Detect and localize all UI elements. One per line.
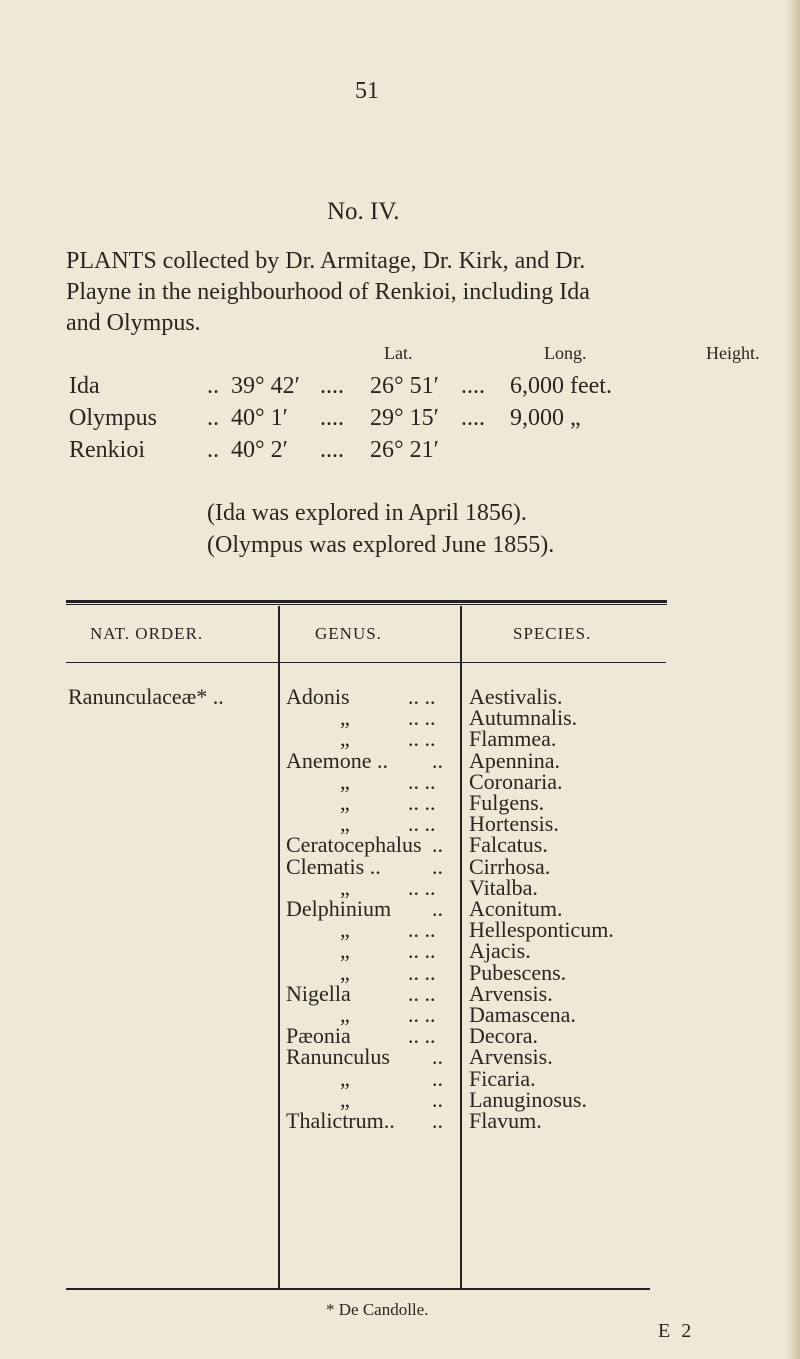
genus-name: Thalictrum.. [286, 1108, 395, 1133]
height: 6,000 feet. [510, 373, 612, 399]
leader-dots: .. .. [408, 726, 436, 751]
species-name: Aconitum. [469, 896, 563, 921]
species-name: Hellesponticum. [469, 917, 614, 942]
page-edge-shading [786, 0, 800, 1359]
intro-line-2: Playne in the neighbourhood of Renkioi, including Ida [66, 279, 590, 305]
genus-ditto: „ [340, 790, 350, 815]
leader-dots: .. .. [408, 938, 436, 963]
leader-dots: .. .. [408, 1002, 436, 1027]
genus-name: Delphinium [286, 896, 392, 921]
leader-dots: .. .. [408, 981, 436, 1006]
column-divider-genus [278, 606, 280, 1290]
intro-line-1: PLANTS collected by Dr. Armitage, Dr. Kirk, and Dr. [66, 248, 586, 274]
table-top-rule [66, 600, 667, 603]
genus-ditto: „ [340, 875, 350, 900]
leader-dots: .. [432, 1087, 443, 1112]
column-divider-species [460, 606, 462, 1290]
long-header: Long. [544, 343, 587, 363]
genus-name: Anemone .. [286, 748, 389, 773]
location-name: Ida [69, 373, 100, 399]
leader-dots: .. [207, 405, 219, 431]
leader-dots: .. .. [408, 875, 436, 900]
genus-name: Nigella [286, 981, 351, 1006]
leader-dots: .. .. [408, 1023, 436, 1048]
species-name: Vitalba. [469, 875, 538, 900]
longitude: 29° 15′ [370, 405, 439, 431]
leader-dots: .. [432, 832, 443, 857]
genus-name: Ranunculus [286, 1044, 390, 1069]
intro-line-3: and Olympus. [66, 310, 201, 336]
species-name: Coronaria. [469, 769, 563, 794]
species-name: Autumnalis. [469, 705, 578, 730]
genus-name: Pæonia [286, 1023, 351, 1048]
species-name: Lanuginosus. [469, 1087, 587, 1112]
leader-dots: .. [207, 373, 219, 399]
genus-ditto: „ [340, 960, 350, 985]
nat-order-name: Ranunculaceæ* .. [68, 684, 224, 709]
genus-ditto: „ [340, 1066, 350, 1091]
leader-dots: .... [461, 405, 485, 431]
leader-dots: .. [432, 896, 443, 921]
genus-ditto: „ [340, 1087, 350, 1112]
table-top-rule-thin [66, 604, 667, 605]
leader-dots: .. .. [408, 917, 436, 942]
latitude: 39° 42′ [231, 373, 300, 399]
leader-dots: .... [320, 405, 344, 431]
table-bottom-rule [66, 1288, 650, 1290]
leader-dots: .... [461, 373, 485, 399]
species-name: Falcatus. [469, 832, 548, 857]
page-number: 51 [355, 78, 379, 104]
leader-dots: .. .. [408, 811, 436, 836]
leader-dots: .. [432, 1066, 443, 1091]
leader-dots: .. [432, 1108, 443, 1133]
height: 9,000 „ [510, 405, 581, 431]
leader-dots: .... [320, 437, 344, 463]
species-name: Pubescens. [469, 960, 567, 985]
species-name: Hortensis. [469, 811, 559, 836]
longitude: 26° 21′ [370, 437, 439, 463]
genus-ditto: „ [340, 917, 350, 942]
genus-name: Adonis [286, 684, 350, 709]
species-name: Ficaria. [469, 1066, 536, 1091]
genus-ditto: „ [340, 769, 350, 794]
header-rule [66, 662, 666, 663]
section-heading: No. IV. [327, 198, 400, 225]
species-name: Decora. [469, 1023, 539, 1048]
species-name: Arvensis. [469, 1044, 553, 1069]
genus-ditto: „ [340, 726, 350, 751]
lat-header: Lat. [384, 343, 413, 363]
species-name: Flammea. [469, 726, 557, 751]
longitude: 26° 51′ [370, 373, 439, 399]
species-name: Arvensis. [469, 981, 553, 1006]
intro-paragraph [66, 246, 746, 339]
leader-dots: .... [320, 373, 344, 399]
genus-ditto: „ [340, 938, 350, 963]
species-name: Ajacis. [469, 938, 531, 963]
species-name: Damascena. [469, 1002, 576, 1027]
species-name: Cirrhosa. [469, 854, 551, 879]
species-name: Aestivalis. [469, 684, 563, 709]
leader-dots: .. [432, 1044, 443, 1069]
height-header: Height. [706, 343, 760, 363]
leader-dots: .. .. [408, 790, 436, 815]
leader-dots: .. .. [408, 960, 436, 985]
latitude: 40° 1′ [231, 405, 288, 431]
species-name: Fulgens. [469, 790, 545, 815]
signature-mark: E 2 [658, 1320, 695, 1342]
leader-dots: .. [432, 854, 443, 879]
latitude: 40° 2′ [231, 437, 288, 463]
footnote: * De Candolle. [326, 1300, 429, 1319]
species-name: Apennina. [469, 748, 561, 773]
genus-ditto: „ [340, 811, 350, 836]
leader-dots: .. .. [408, 705, 436, 730]
species-name: Flavum. [469, 1108, 542, 1133]
header-species: SPECIES. [513, 624, 592, 643]
genus-name: Clematis .. [286, 854, 381, 879]
genus-name: Ceratocephalus [286, 832, 422, 857]
leader-dots: .. .. [408, 684, 436, 709]
genus-ditto: „ [340, 705, 350, 730]
note-ida: (Ida was explored in April 1856). [207, 500, 527, 526]
header-nat-order: NAT. ORDER. [90, 624, 204, 643]
leader-dots: .. .. [408, 769, 436, 794]
header-genus: GENUS. [315, 624, 382, 643]
note-olympus: (Olympus was explored June 1855). [207, 532, 555, 558]
leader-dots: .. [432, 748, 443, 773]
leader-dots: .. [207, 437, 219, 463]
genus-ditto: „ [340, 1002, 350, 1027]
location-name: Olympus [69, 405, 158, 431]
location-name: Renkioi [69, 437, 145, 463]
